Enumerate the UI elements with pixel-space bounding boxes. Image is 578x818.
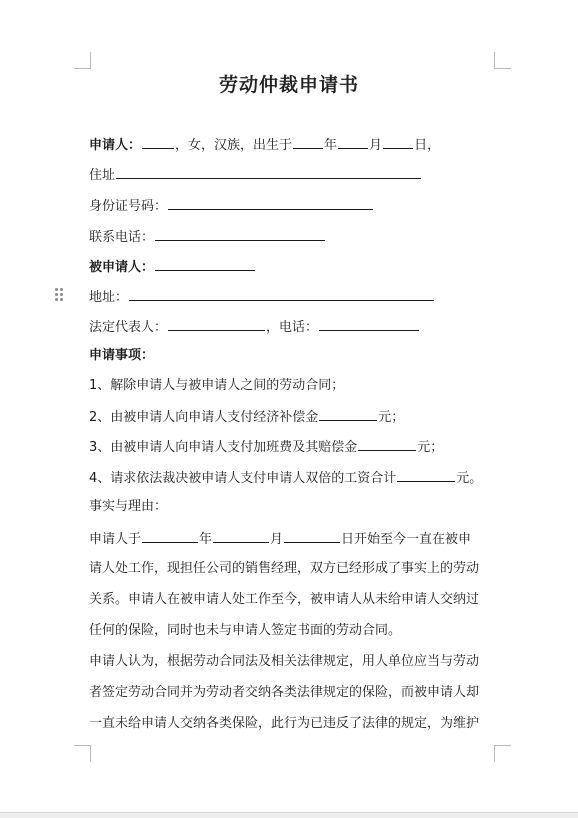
page-corner-mark-bottom-left: [74, 745, 91, 762]
legal-rep-blank[interactable]: [168, 318, 265, 331]
claim-unit: 元；: [378, 410, 405, 425]
document-title: 劳动仲裁申请书: [218, 74, 359, 96]
facts-paragraph-line: 关系。申请人在被申请人处工作至今，被申请人从未给申请人交纳过: [89, 592, 480, 607]
phone-blank[interactable]: [155, 228, 325, 241]
respondent-address-blank[interactable]: [129, 288, 434, 301]
reasons-paragraph-line: 申请人认为，根据劳动合同法及相关法律规定，用人单位应当与劳动: [89, 654, 480, 669]
start-day-blank[interactable]: [284, 530, 340, 543]
legal-rep-line[interactable]: [89, 318, 420, 336]
claim-item[interactable]: [89, 408, 404, 426]
legal-rep-phone-label: ，电话：: [266, 320, 319, 335]
address-label: 住址: [89, 168, 116, 183]
applicant-name-blank[interactable]: [142, 136, 174, 149]
claim-amount-blank[interactable]: [319, 408, 377, 421]
facts-prefix: 申请人于: [89, 532, 142, 547]
phone-line[interactable]: [89, 228, 326, 246]
facts-text: 日开始至今一直在被申: [341, 532, 472, 547]
page-corner-mark-top-left: [74, 52, 91, 69]
facts-heading: 事实与理由：: [89, 499, 168, 514]
respondent-label: 被申请人：: [89, 260, 155, 275]
claim-item: [89, 378, 344, 394]
id-number-line[interactable]: [89, 197, 374, 215]
phone-label: 联系电话：: [89, 230, 155, 245]
id-number-label: 身份证号码：: [89, 199, 168, 214]
page-bottom-edge: [0, 812, 578, 818]
page-corner-mark-top-right: [494, 52, 511, 69]
legal-rep-label: 法定代表人：: [89, 320, 168, 335]
start-month-blank[interactable]: [213, 530, 269, 543]
claim-unit: 元。: [456, 471, 483, 486]
respondent-address-line[interactable]: [89, 288, 435, 306]
year-label: 年: [324, 138, 338, 153]
claim-amount-blank[interactable]: [358, 438, 416, 451]
address-blank[interactable]: [116, 166, 421, 179]
claim-amount-blank[interactable]: [397, 469, 455, 482]
legal-rep-phone-blank[interactable]: [319, 318, 419, 331]
address-line[interactable]: [89, 166, 422, 184]
paragraph-drag-handle-icon[interactable]: [55, 288, 65, 302]
respondent-line[interactable]: [89, 258, 256, 276]
month-label: 月: [369, 138, 383, 153]
start-year-blank[interactable]: [142, 530, 198, 543]
month-label: 月: [270, 532, 284, 547]
reasons-paragraph-line: 者签定劳动合同并为劳动者交纳各类法律规定的保险，而被申请人却: [89, 685, 480, 700]
claim-text: 2、由被申请人向申请人支付经济补偿金: [89, 410, 319, 425]
id-number-blank[interactable]: [168, 197, 373, 210]
applicant-line[interactable]: [89, 136, 440, 154]
claim-item[interactable]: [89, 469, 482, 487]
facts-paragraph-line: 任何的保险，同时也未与申请人签定书面的劳动合同。: [89, 623, 402, 638]
applicant-label: 申请人：: [89, 138, 142, 153]
birth-month-blank[interactable]: [338, 136, 368, 149]
birth-year-blank[interactable]: [293, 136, 323, 149]
day-label: 日，: [414, 138, 441, 153]
respondent-name-blank[interactable]: [155, 258, 255, 271]
applicant-details: ，女，汉族，出生于: [175, 138, 293, 153]
claim-text: 1、解除申请人与被申请人之间的劳动合同；: [89, 378, 345, 393]
claim-text: 3、由被申请人向申请人支付加班费及其赔偿金: [89, 440, 358, 455]
facts-paragraph-line[interactable]: [89, 530, 471, 548]
claim-item[interactable]: [89, 438, 443, 456]
facts-paragraph-line: 请人处工作，现担任公司的销售经理，双方已经形成了事实上的劳动: [89, 561, 480, 576]
claims-heading: 申请事项：: [89, 348, 155, 363]
reasons-paragraph-line: 一直未给申请人交纳各类保险，此行为已违反了法律的规定，为维护: [89, 716, 480, 731]
year-label: 年: [199, 532, 213, 547]
respondent-address-label: 地址：: [89, 290, 129, 305]
page-corner-mark-bottom-right: [494, 745, 511, 762]
birth-day-blank[interactable]: [383, 136, 413, 149]
claim-text: 4、请求依法裁决被申请人支付申请人双倍的工资合计: [89, 471, 397, 486]
claim-unit: 元；: [417, 440, 444, 455]
